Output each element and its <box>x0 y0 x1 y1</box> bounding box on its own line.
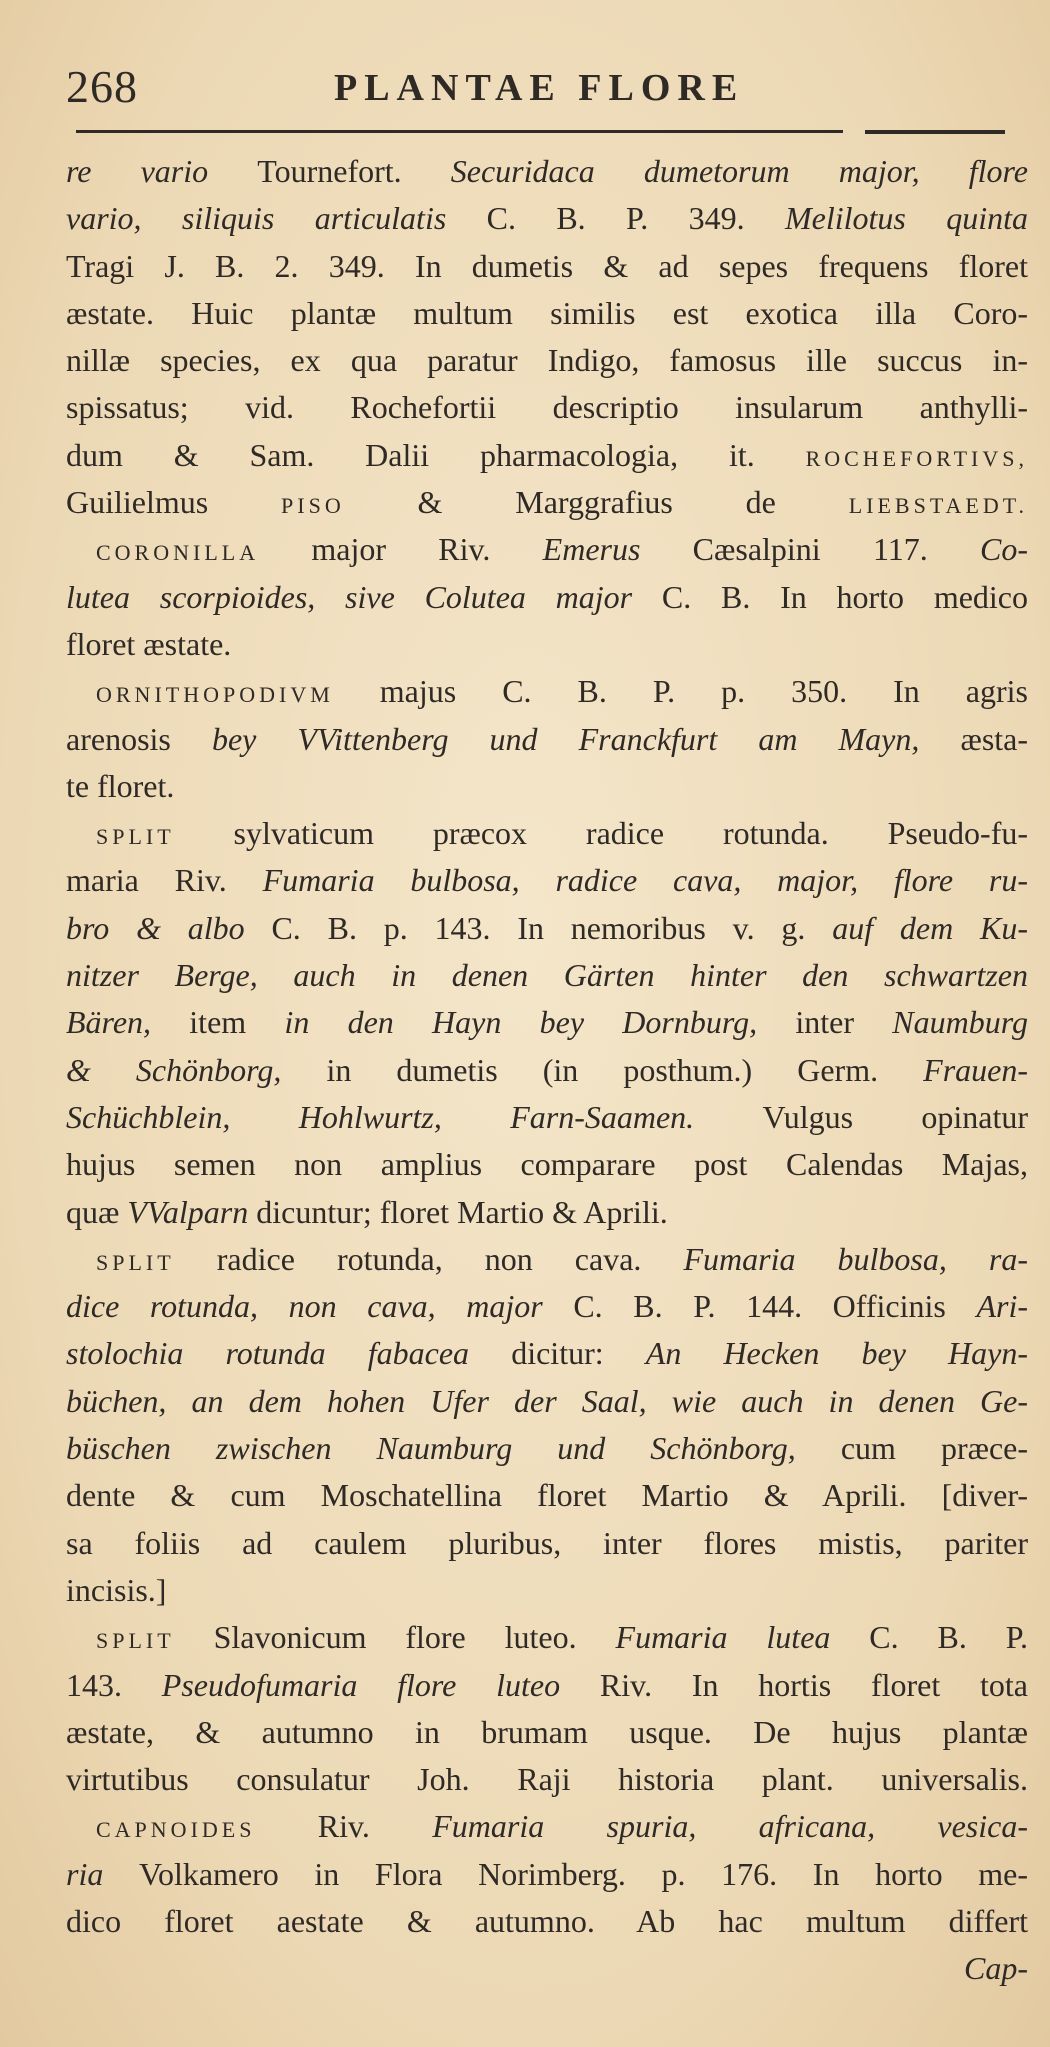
text-line <box>66 1803 1028 1850</box>
header-rule <box>76 130 843 133</box>
roman-run: æstate, & autumno in brumam usque. De hujus plantæ <box>66 1713 1028 1750</box>
text-line <box>66 905 1028 952</box>
text-line <box>66 1472 1028 1519</box>
roman-run: quæ <box>66 1193 128 1230</box>
roman-run: sa foliis ad caulem pluribus, inter flores mistis, pariter <box>66 1524 1028 1561</box>
roman-run: Guilielmus <box>66 484 282 521</box>
roman-run: Vulgus opinatur <box>762 1098 1029 1135</box>
text-line <box>66 999 1028 1046</box>
text-line <box>66 384 1028 431</box>
roman-run: in dumetis (in posthum.) Germ. <box>326 1051 924 1088</box>
text-line <box>66 526 1028 573</box>
italic-run: Fumaria bulbosa, ra- <box>683 1240 1029 1277</box>
roman-run: C. B. P. 144. Officinis <box>573 1288 977 1325</box>
roman-run: nillæ species, ex qua paratur Indigo, famosus ille succus in- <box>66 342 1028 379</box>
text-line <box>66 668 1028 715</box>
small-caps-name: CORONILLA <box>96 540 260 566</box>
roman-run: & Marggrafius de <box>344 484 849 521</box>
roman-run: 143. <box>66 1666 162 1703</box>
italic-run: dice rotunda, non cava, major <box>66 1288 574 1325</box>
italic-run: Emerus <box>542 531 693 568</box>
small-caps-name: SPLIT <box>96 824 175 850</box>
roman-run: virtutibus consulatur Joh. Raji historia plant. universalis. <box>66 1761 1028 1798</box>
italic-run: in den Hayn bey Dornburg, <box>284 1004 796 1041</box>
italic-run: Fumaria bulbosa, radice cava, major, flore ru- <box>262 862 1029 899</box>
text-line <box>66 1898 1028 1945</box>
text-line <box>66 195 1028 242</box>
roman-run: C. B. p. 143. In nemoribus v. g. <box>271 909 833 946</box>
text-line <box>66 243 1028 290</box>
italic-run: Pseudofumaria flore luteo <box>161 1666 600 1703</box>
text-line <box>66 574 1028 621</box>
italic-run: Co- <box>980 531 1028 568</box>
roman-run: arenosis <box>66 720 212 757</box>
text-line <box>66 716 1028 763</box>
italic-run: An Hecken bey Hayn- <box>645 1335 1029 1372</box>
small-caps-name: SPLIT <box>96 1628 175 1654</box>
header-rule-short <box>865 130 1005 134</box>
roman-run: sylvaticum præcox radice rotunda. Pseudo-fu- <box>174 815 1028 852</box>
text-line <box>66 952 1028 999</box>
text-line <box>66 621 1028 668</box>
text-line <box>66 1425 1028 1472</box>
roman-run: spissatus; vid. Rochefortii descriptio insularum anthylli- <box>66 389 1028 426</box>
small-caps-name: SPLIT <box>96 1249 175 1275</box>
roman-run: cum præce- <box>840 1430 1029 1467</box>
text-line <box>66 1047 1028 1094</box>
text-line <box>66 1662 1028 1709</box>
roman-run: æstate. Huic plantæ multum similis est exotica illa Coro- <box>66 294 1028 331</box>
italic-run: ria <box>66 1855 139 1892</box>
italic-run: Frauen- <box>923 1051 1029 1088</box>
roman-run: floret æstate. <box>66 625 232 662</box>
italic-run: Bären, <box>66 1004 190 1041</box>
italic-run: auf dem Ku- <box>832 909 1029 946</box>
roman-run: major Riv. <box>259 531 543 568</box>
roman-run: C. B. P. 349. <box>486 200 785 237</box>
text-line <box>66 1141 1028 1188</box>
italic-run: Schüchblein, Hohlwurtz, Farn-Saamen. <box>66 1098 763 1135</box>
italic-run: vario, siliquis articulatis <box>66 200 487 237</box>
roman-run: C. B. In horto medico <box>661 578 1029 615</box>
text-line <box>66 337 1028 384</box>
small-caps-name: ROCHEFORTIVS, <box>805 445 1028 471</box>
roman-run: radice rotunda, non cava. <box>174 1240 684 1277</box>
roman-run: Slavonicum flore luteo. <box>174 1619 616 1656</box>
roman-run: dicitur: <box>511 1335 646 1372</box>
italic-run: re vario <box>66 153 258 189</box>
italic-run: Naumburg <box>892 1004 1029 1041</box>
text-line <box>66 148 1028 195</box>
italic-run: Securidaca dumetorum major, flore <box>450 153 1029 189</box>
italic-run: Ari- <box>976 1288 1029 1325</box>
italic-run: büschen zwischen Naumburg und Schönborg, <box>66 1430 841 1467</box>
roman-run: dico floret aestate & autumno. Ab hac multum differt <box>66 1902 1028 1939</box>
italic-run: Fumaria lutea <box>615 1619 870 1656</box>
roman-run: dente & cum Moschatellina floret Martio & Aprili. [diver- <box>66 1477 1028 1514</box>
roman-run: Tragi J. B. 2. 349. In dumetis & ad sepes frequens floret <box>66 247 1028 284</box>
small-caps-name: PISO <box>281 493 345 519</box>
text-line <box>66 1614 1028 1661</box>
roman-run: maria Riv. <box>66 862 263 899</box>
roman-run: incisis.] <box>66 1571 167 1608</box>
italic-run: bro & albo <box>66 909 272 946</box>
roman-run: majus C. B. P. p. 350. In agris <box>333 673 1028 710</box>
page-number: 268 <box>66 61 138 112</box>
body-text <box>66 148 1028 1993</box>
italic-run: bey VVittenberg und Franckfurt am Mayn, <box>211 720 961 757</box>
roman-run: Tournefort. <box>257 153 451 189</box>
roman-run: Riv. In hortis floret tota <box>599 1666 1029 1703</box>
italic-run: Fumaria spuria, africana, vesica- <box>432 1808 1029 1845</box>
roman-run: æsta- <box>960 720 1029 757</box>
roman-run: Riv. <box>255 1808 433 1845</box>
roman-run: Cæsalpini 117. <box>692 531 980 568</box>
text-line <box>66 810 1028 857</box>
small-caps-name: LIEBSTAEDT. <box>848 493 1029 519</box>
italic-run: Cap- <box>964 1950 1028 1987</box>
text-line <box>66 432 1028 479</box>
italic-run: & Schönborg, <box>66 1051 327 1088</box>
italic-run: nitzer Berge, auch in denen Gärten hinter den schwartzen <box>66 957 1028 994</box>
running-title: PLANTAE FLORE <box>334 67 745 109</box>
text-line <box>66 1189 1028 1236</box>
italic-run: stolochia rotunda fabacea <box>66 1335 512 1372</box>
text-line <box>66 1756 1028 1803</box>
text-line <box>66 1378 1028 1425</box>
text-line <box>66 1851 1028 1898</box>
catchword <box>66 1945 1028 1992</box>
roman-run: inter <box>795 1004 893 1041</box>
small-caps-name: CAPNOIDES <box>96 1817 256 1843</box>
text-line <box>66 763 1028 810</box>
roman-run: item <box>189 1004 285 1041</box>
text-line <box>66 1709 1028 1756</box>
text-line <box>66 1567 1028 1614</box>
text-line <box>66 1330 1028 1377</box>
roman-run: dum & Sam. Dalii pharmacologia, it. <box>66 436 806 473</box>
text-line <box>66 1520 1028 1567</box>
roman-run: te floret. <box>66 767 175 804</box>
roman-run: dicuntur; floret Martio & Aprili. <box>256 1193 668 1230</box>
small-caps-name: ORNITHOPODIVM <box>96 682 334 708</box>
roman-run: hujus semen non amplius comparare post Calendas Majas, <box>66 1146 1028 1183</box>
text-line <box>66 1094 1028 1141</box>
text-line <box>66 290 1028 337</box>
roman-run: C. B. P. <box>869 1619 1028 1656</box>
italic-run: lutea scorpioides, sive Colutea major <box>66 578 662 615</box>
italic-run: VValparn <box>127 1193 257 1230</box>
italic-run: büchen, an dem hohen Ufer der Saal, wie auch in denen Ge- <box>66 1382 1028 1419</box>
text-line <box>66 1236 1028 1283</box>
text-line <box>66 857 1028 904</box>
text-line <box>66 479 1028 526</box>
roman-run: Volkamero in Flora Norimberg. p. 176. In horto me- <box>138 1855 1029 1892</box>
text-line <box>66 1283 1028 1330</box>
italic-run: Melilotus quinta <box>785 200 1029 237</box>
